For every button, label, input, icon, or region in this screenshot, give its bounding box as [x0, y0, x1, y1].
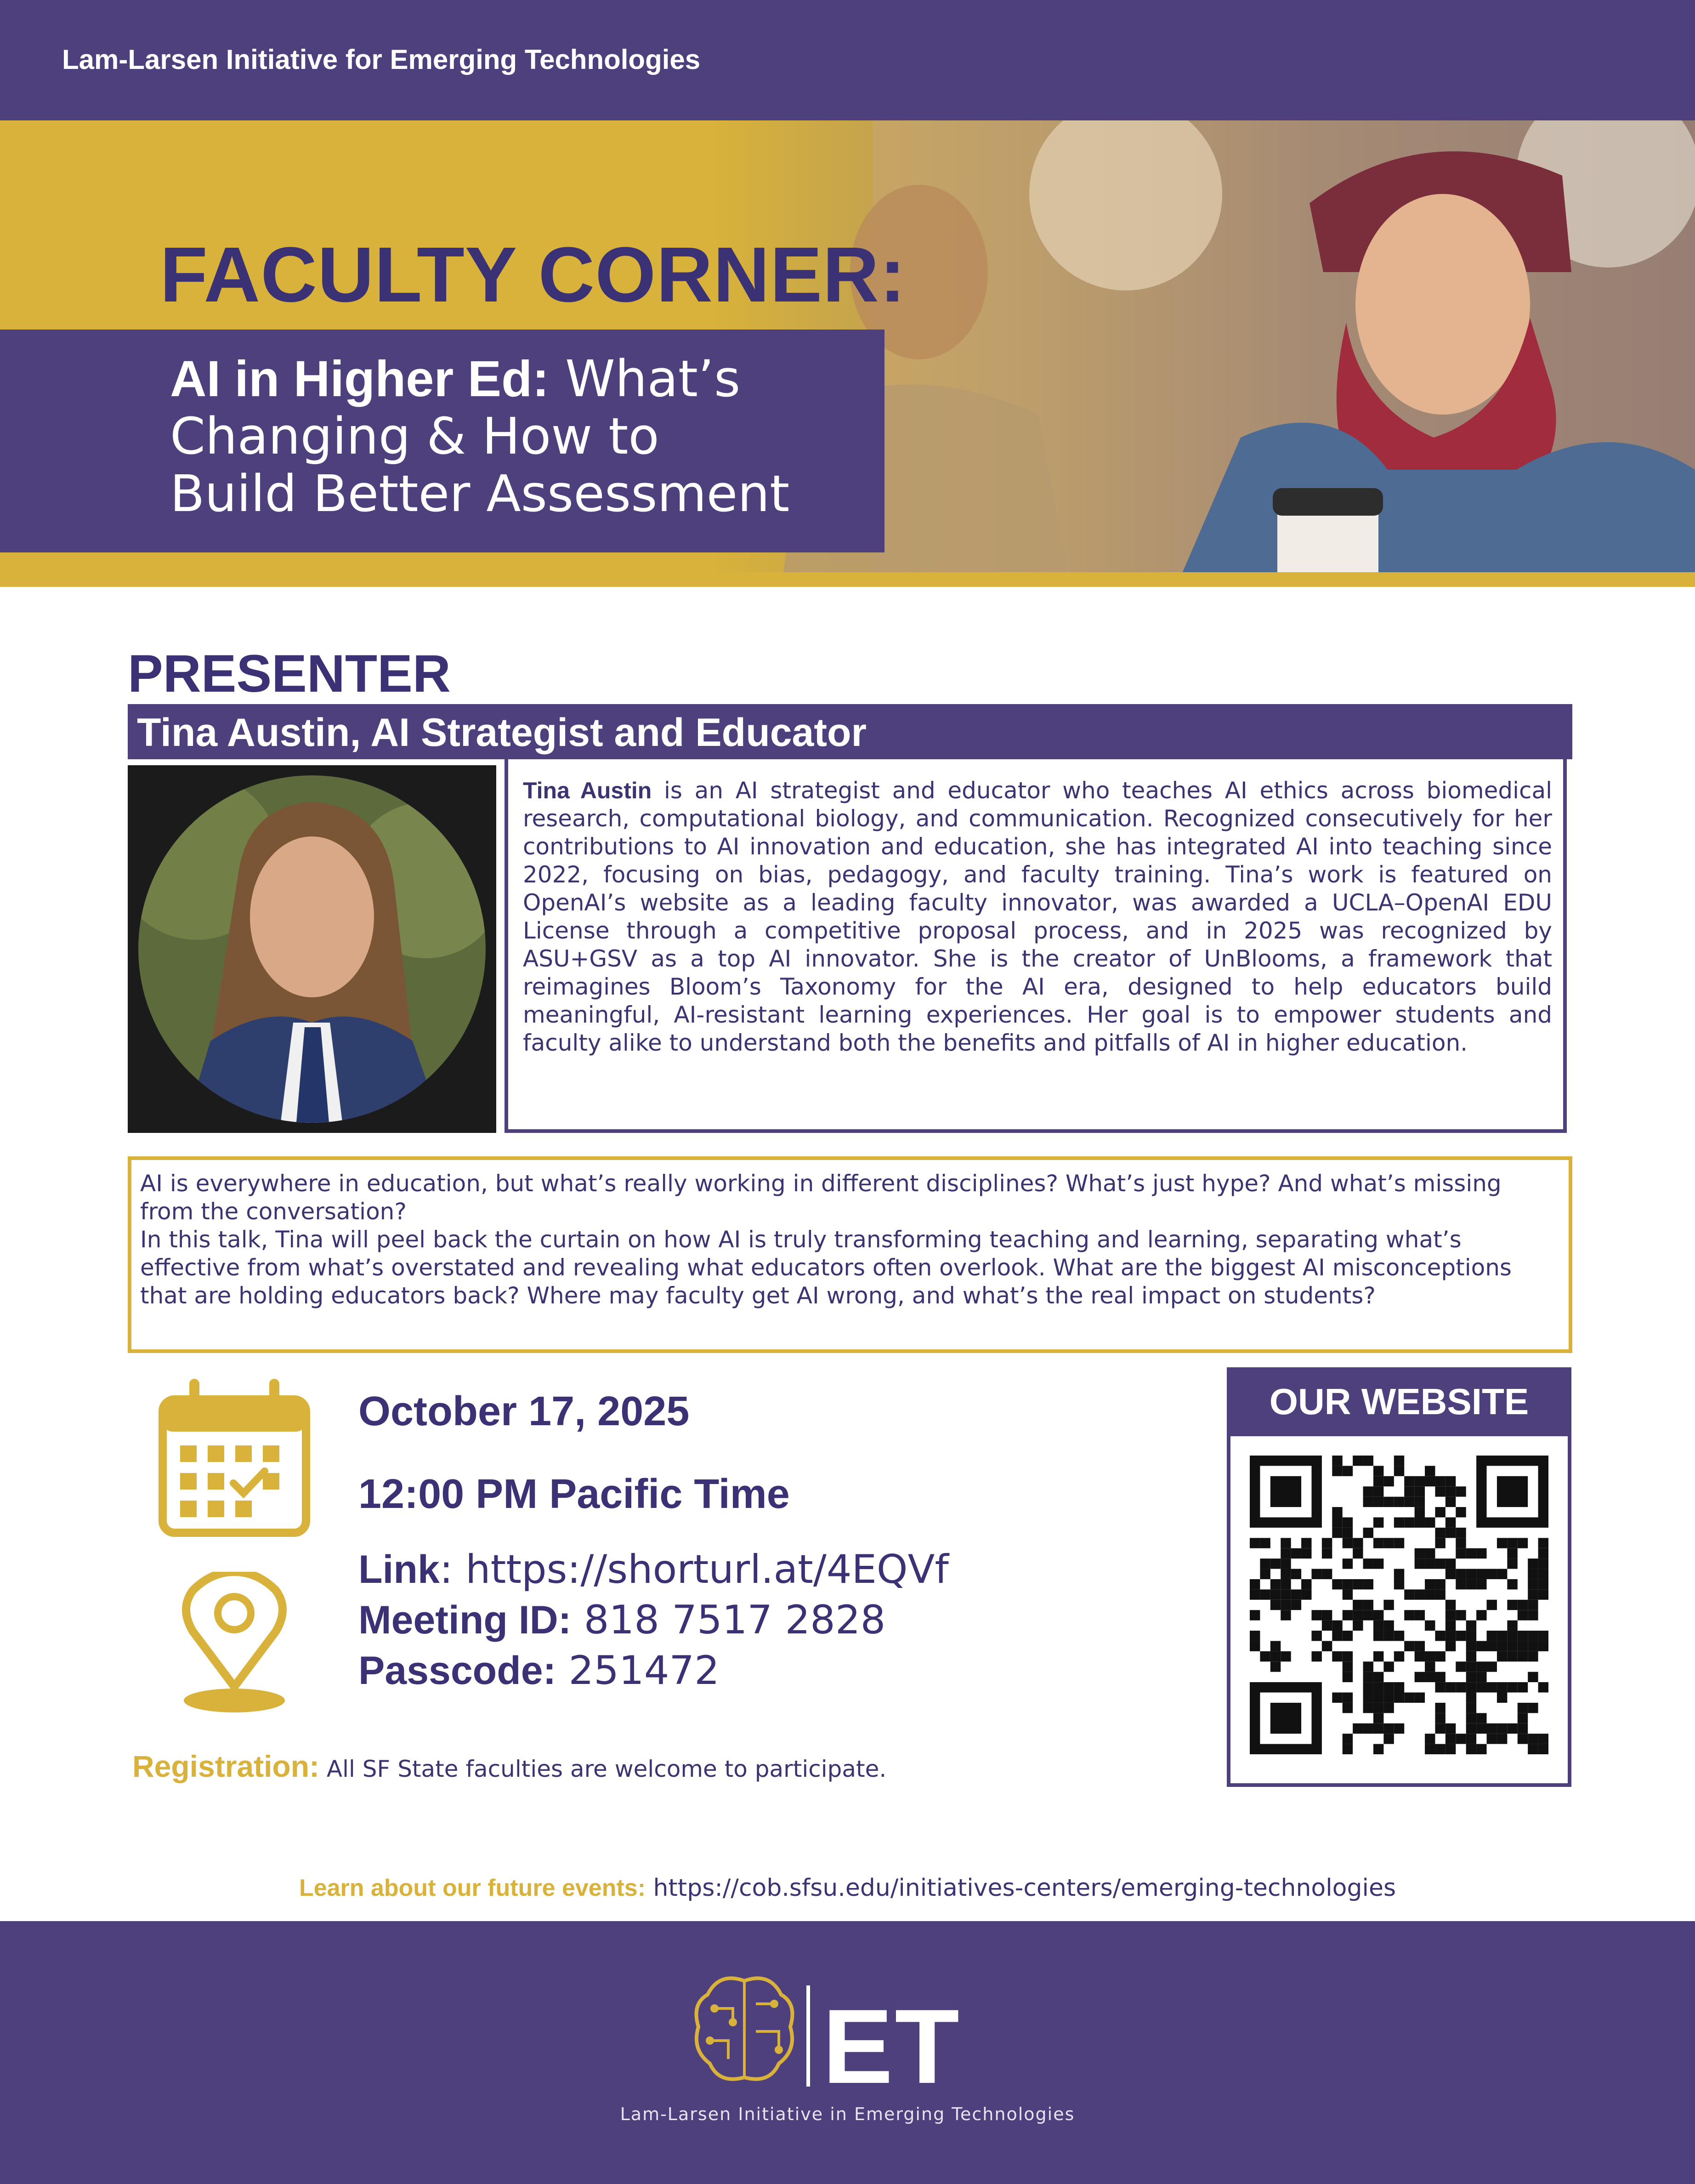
talk-title-line-2: Changing & How to: [170, 407, 659, 466]
presenter-photo-frame: [128, 765, 496, 1133]
registration-label: Registration:: [132, 1749, 320, 1783]
meeting-id-label: Meeting ID:: [358, 1598, 572, 1642]
event-series-title: FACULTY CORNER:: [160, 231, 906, 318]
hero-gold-strip: [0, 572, 1695, 587]
presenter-bio: [523, 777, 1552, 1057]
website-heading: OUR WEBSITE: [1227, 1367, 1571, 1436]
meeting-link-label: Link: [358, 1547, 440, 1592]
talk-title-line-1: [170, 350, 740, 408]
description-paragraph-1: AI is everywhere in education, but what’s really working in different disciplines? What’s just hype? And what’s missing from the conversation?: [140, 1170, 1502, 1225]
location-pin-icon: [175, 1572, 294, 1714]
brain-circuit-icon: [692, 1972, 797, 2087]
footer-logo-divider: [806, 1985, 810, 2087]
registration-text: All SF State faculties are welcome to participate.: [319, 1756, 887, 1782]
talk-title-line-1-rest: What’s: [549, 349, 741, 408]
meeting-link-url[interactable]: : https://shorturl.at/4EQVf: [439, 1547, 949, 1592]
footer-logo-text: ET: [822, 1987, 961, 2105]
event-time: 12:00 PM Pacific Time: [358, 1471, 790, 1517]
presenter-heading: PRESENTER: [128, 644, 451, 703]
meeting-id-value: 818 7517 2828: [571, 1597, 886, 1643]
calendar-icon: [156, 1376, 312, 1537]
meeting-id: [358, 1597, 885, 1643]
talk-title-line-3: Build Better Assessment: [170, 464, 790, 523]
future-events-label: Learn about our future events:: [299, 1875, 646, 1901]
future-events-url[interactable]: https://cob.sfsu.edu/initiatives-centers/emerging-technologies: [646, 1874, 1396, 1902]
presenter-photo: [128, 765, 496, 1133]
meeting-passcode: [358, 1648, 720, 1694]
description-paragraph-2: In this talk, Tina will peel back the curtain on how AI is truly transforming teaching and learning, separating what’s effective from what’s overstated and revealing what educators often overlook. What are the biggest AI misconceptions that are holding educators back? Where may faculty get AI wrong, and what’s the real impact on students?: [140, 1226, 1512, 1309]
meeting-link[interactable]: [358, 1547, 949, 1592]
org-name: Lam-Larsen Initiative for Emerging Technologies: [62, 44, 701, 75]
qr-frame: [1227, 1436, 1571, 1787]
talk-description: [140, 1170, 1560, 1310]
registration-note: [132, 1749, 886, 1784]
passcode-label: Passcode:: [358, 1649, 556, 1693]
footer-tagline: Lam-Larsen Initiative in Emerging Technologies: [620, 2104, 1075, 2124]
bio-body: is an AI strategist and educator who teaches AI ethics across biomedical research, computational biology, and communication. Recognized consecutively for her contributions to AI innovation and education, she has integrated AI into teaching since 2022, focusing on bias, pedagogy, and faculty training. Tina’s work is featured on OpenAI’s website as a leading faculty innovator, was awarded a UCLA–OpenAI EDU License through a competitive proposal process, and in 2025 was recognized by ASU+GSV as a top AI innovator. She is the creator of UnBlooms, a framework that reimagines Bloom’s Taxonomy for the AI era, designed to help educators build meaningful, AI-resistant learning experiences. Her goal is to empower students and faculty alike to understand both the benefits and pitfalls of AI in higher education.: [523, 777, 1553, 1056]
bio-name: Tina Austin: [523, 778, 652, 803]
qr-code-icon[interactable]: [1250, 1456, 1548, 1754]
presenter-name-title: Tina Austin, AI Strategist and Educator: [137, 711, 867, 755]
passcode-value: 251472: [556, 1648, 720, 1694]
talk-title-bold: AI in Higher Ed:: [170, 351, 549, 407]
talk-title-box: [0, 330, 884, 552]
event-date: October 17, 2025: [358, 1388, 690, 1434]
future-events-line: [0, 1874, 1695, 1902]
